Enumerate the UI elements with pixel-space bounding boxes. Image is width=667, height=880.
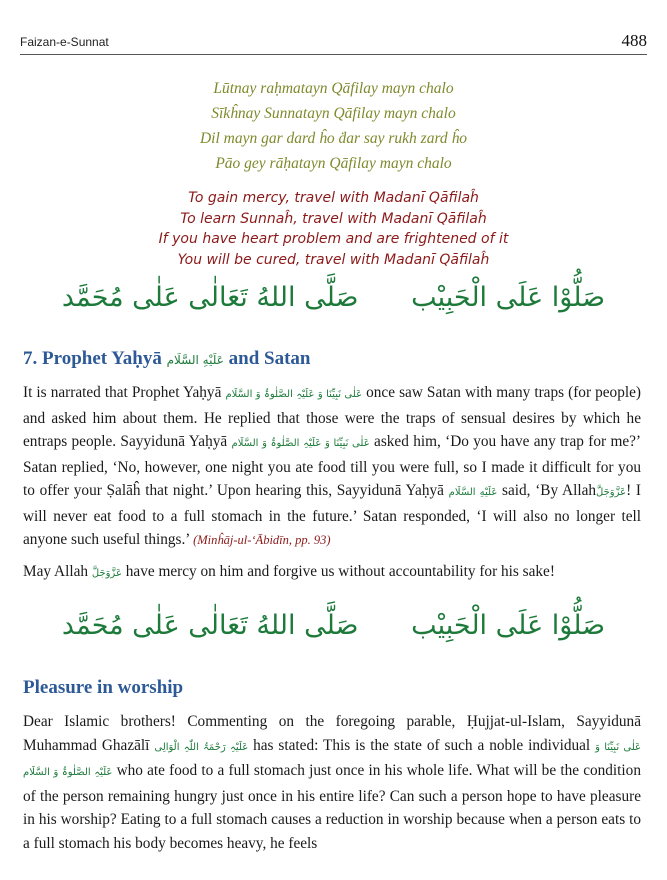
- translation-line: If you have heart problem and are frightened of it: [158, 231, 509, 247]
- durood-right: صَلُّوْا عَلَى الْحَبِيْب: [411, 610, 606, 641]
- heading-text: Pleasure in worship: [23, 677, 184, 698]
- text: once saw Satan with many traps (for people) and asked him about them. He replied that those were the traps of sensual desires by which he entraps people. Sayyidunā Yaḥyā: [23, 384, 641, 450]
- text: who ate food to a full stomach just once in his whole life. What will be the condition of the person remaining hungry just once in his entire life? Can such a person hope to have pleasure in his worship? Eating to a full stomach causes a reduction in worship because when a person eats to a full stomach his body becomes heavy, he feels: [23, 762, 641, 852]
- paragraph: [23, 710, 641, 855]
- durood-line: [0, 610, 667, 641]
- poem-line: Pāo gey rāḥatayn Qāfilay mayn chalo: [215, 155, 452, 172]
- page-number: 488: [621, 31, 647, 50]
- page-header: [20, 28, 647, 55]
- text: have mercy on him and forgive us without accountability for his sake!: [125, 563, 555, 580]
- translation-line: You will be cured, travel with Madanī Qāfilaĥ: [177, 251, 490, 268]
- honorific: عَلٰی نَبِیِّنَا وَ عَلَیْہِ الصَّلٰوۃُ وَ السَّلَام: [225, 389, 363, 400]
- heading-text: 7. Prophet Yaḥyā: [23, 348, 162, 369]
- paragraph: [23, 560, 641, 586]
- durood-left: صَلَّى اللهُ تَعَالٰى عَلٰى مُحَمَّد: [61, 282, 359, 313]
- heading-honorific: عَلَيْهِ السَّلَام: [166, 353, 224, 367]
- section-heading: [23, 348, 310, 370]
- text: has stated: This is the state of such a noble individual: [253, 736, 591, 754]
- text: asked him, ‘Do you have any trap for me?’ Satan replied, ‘No, however, one night you ate food till you were full, so I made it difficult for you to offer your Ṣalāĥ that night.’ Upon hearing this, Sayyidunā Yaḥyā: [23, 433, 642, 499]
- text: said, ‘By Allah: [502, 482, 597, 499]
- translation-line: To gain mercy, travel with Madanī Qāfilaĥ: [188, 190, 479, 206]
- book-title: Faizan-e-Sunnat: [20, 35, 109, 49]
- honorific: عَزَّوَجَلَّ: [596, 487, 627, 498]
- honorific: عَلَيْهِ السَّلَام: [448, 487, 498, 498]
- translation-line: To learn Sunnaĥ, travel with Madanī Qāfilaĥ: [180, 210, 487, 227]
- poem-line: Dil mayn gar dard ĥo ḋar say rukh zard ĥo: [199, 130, 468, 147]
- honorific: عَلَیْہِ رَحْمَۃُ اللّٰہِ الْوَالِی: [154, 741, 249, 753]
- honorific: عَلٰی نَبِیِّنَا وَ عَلَیْہِ الصَّلٰوۃُ وَ السَّلَام: [23, 741, 642, 778]
- durood-line: [0, 282, 667, 313]
- poem-line: Lūtnay raḥmatayn Qāfilay mayn chalo: [213, 80, 454, 97]
- paragraph: [23, 381, 641, 553]
- poem-line: Sīkĥnay Sunnatayn Qāfilay mayn chalo: [211, 105, 456, 122]
- heading-text: and Satan: [228, 348, 311, 369]
- honorific: عَلٰی نَبِیِّنَا وَ عَلَیْہِ الصَّلٰوۃُ وَ السَّلَام: [231, 438, 370, 449]
- poem-transliteration: [0, 76, 667, 176]
- reference: (Minĥāj-ul-‘Ābidīn, pp. 93): [193, 533, 331, 547]
- durood-right: صَلُّوْا عَلَى الْحَبِيْب: [411, 282, 606, 313]
- text: Dear Islamic brothers! Commenting on the foregoing parable, Ḥujjat-ul-Islam, Sayyidunā Muhammad Ghazālī: [23, 713, 641, 754]
- durood-left: صَلَّى اللهُ تَعَالٰى عَلٰى مُحَمَّد: [61, 610, 359, 641]
- text: It is narrated that Prophet Yaḥyā: [23, 384, 222, 401]
- text: ! I will never eat food to a full stomach in the future.’ Satan responded, ‘I will also no longer tell anyone such useful things.’: [23, 482, 642, 548]
- honorific: عَزَّوَجَلَّ: [91, 568, 122, 579]
- poem-translation: [0, 188, 667, 270]
- section-heading: [23, 677, 183, 699]
- text: May Allah: [23, 563, 89, 580]
